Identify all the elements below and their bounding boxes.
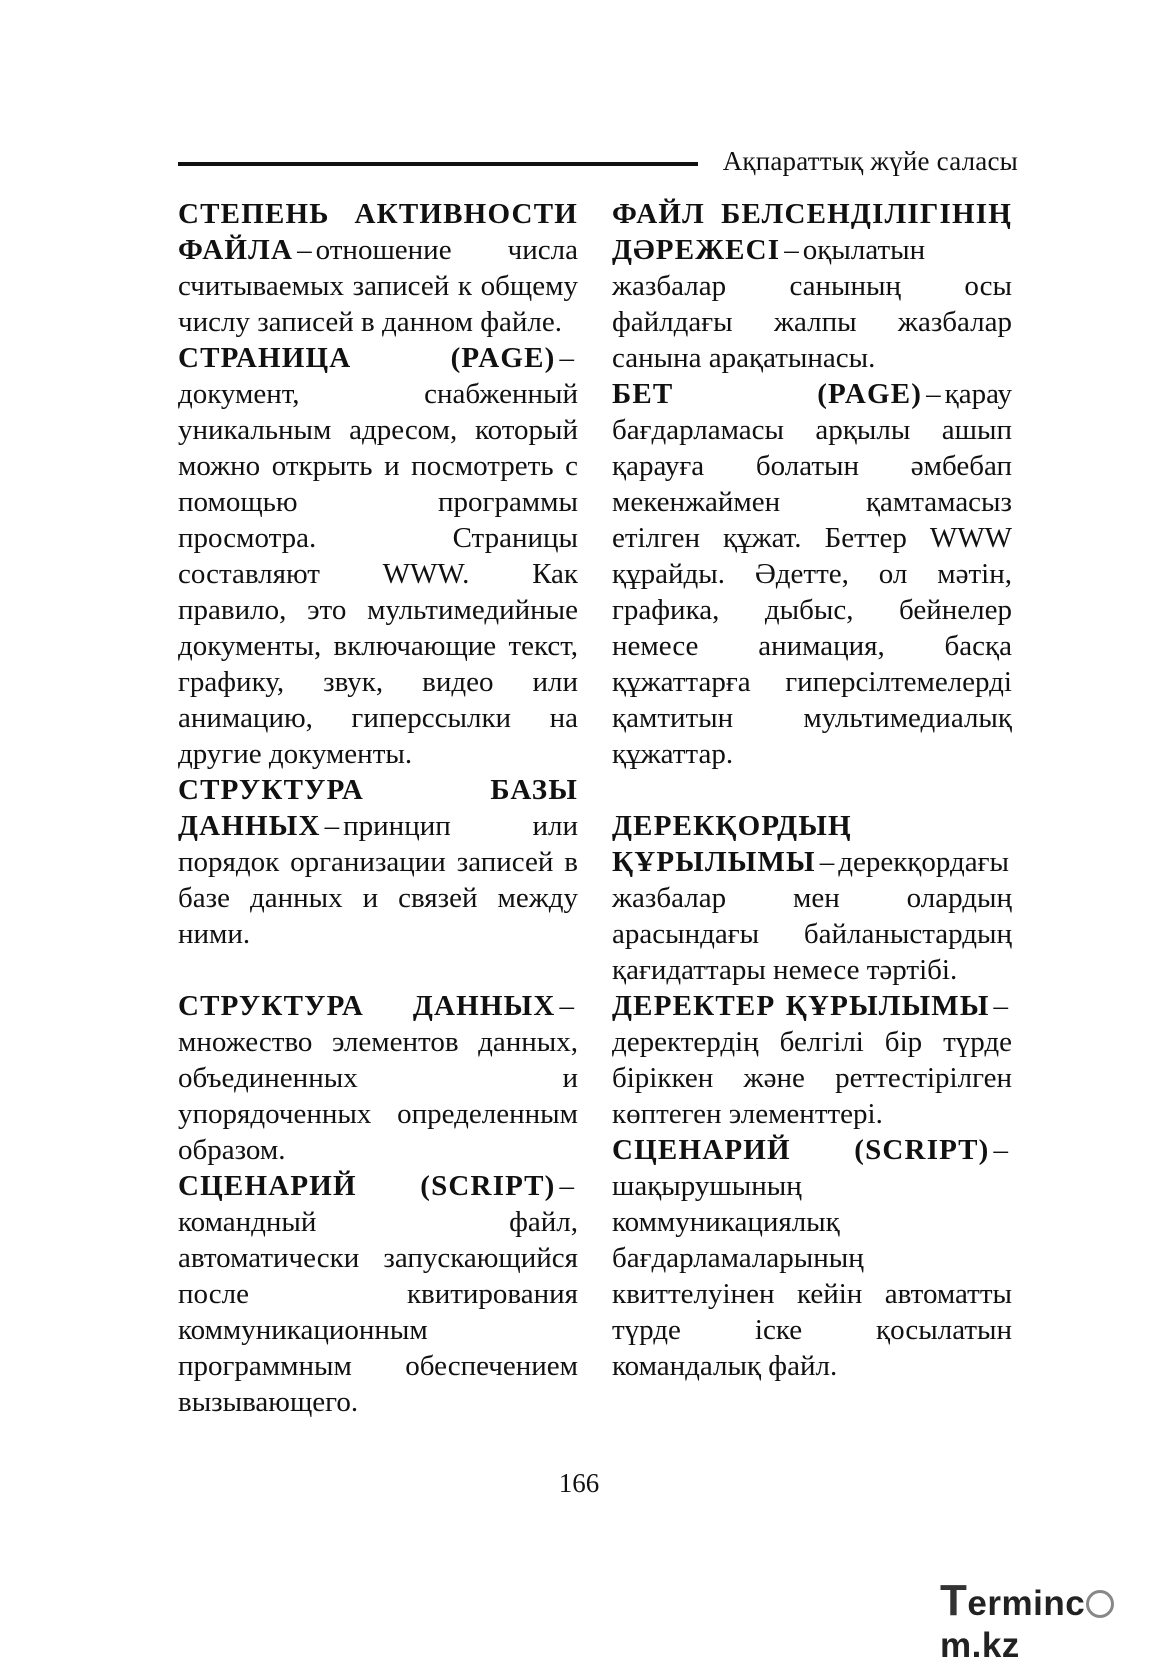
glossary-entry: [178, 988, 578, 1168]
entry-dash: –: [993, 1134, 1008, 1166]
entry-dash: –: [559, 1170, 574, 1202]
entry-term: СТРАНИЦА (PAGE): [178, 342, 556, 374]
glossary-entry: [178, 772, 578, 952]
entry-definition: дерекқордағы жазбалар мен олардың арасындағы байланыстардың қағидаттары немесе тәртібі.: [612, 846, 1012, 986]
entry-term: ДЕРЕКҚОРДЫҢ ҚҰРЫЛЫМЫ: [612, 810, 852, 878]
running-header: [178, 144, 1018, 184]
entry-dash: –: [559, 342, 574, 374]
entry-definition: командный файл, автоматически запускающийся после квитирования коммуникационным программным обеспечением вызывающего.: [178, 1206, 578, 1418]
header-rule: [178, 162, 698, 166]
entry-term: СТРУКТУРА БАЗЫ ДАННЫХ: [178, 774, 578, 842]
entry-term: СЦЕНАРИЙ (SCRIPT): [612, 1134, 990, 1166]
page-number: 166: [558, 1468, 600, 1498]
entry-definition: оқылатын жазбалар санының осы файлдағы жалпы жазбалар санына арақатынасы.: [612, 234, 1012, 374]
entry-term: БЕТ (PAGE): [612, 378, 923, 410]
entry-definition: отношение числа считываемых записей к общему числу записей в данном файле.: [178, 234, 578, 338]
entry-dash: –: [559, 990, 574, 1022]
entry-definition: қарау бағдарламасы арқылы ашып қарауға болатын әмбебап мекенжаймен қамтамасыз етілген құжат. Беттер WWW құрайды. Әдетте, ол мәтін, графика, дыбыс, бейнелер немесе анимация, басқа құжаттарға гиперсілтемелерді қамтитын мультимедиалық құжаттар.: [612, 378, 1012, 770]
entry-definition: шақырушының коммуникациялық бағдарламаларының квиттелуінен кейін автоматты түрде іске қосылатын командалық файл.: [612, 1170, 1012, 1382]
entry-definition: документ, снабженный уникальным адресом, который можно открыть и посмотреть с помощью программы просмотра. Страницы составляют WWW. Как правило, это мультимедийные документы, включающие текст, графику, звук, видео или анимацию, гиперссылки на другие документы.: [178, 378, 578, 770]
entry-definition: множество элементов данных, объединенных и упорядоченных определенным образом.: [178, 1026, 578, 1166]
header-title: Ақпараттық жүйе саласы: [722, 146, 1018, 176]
entry-dash: –: [926, 378, 941, 410]
entry-dash: –: [819, 846, 835, 878]
entry-term: СТЕПЕНЬ АКТИВНОСТИ ФАЙЛА: [178, 198, 578, 266]
glossary-entry: [612, 1132, 1012, 1384]
entry-definition: принцип или порядок организации записей в базе данных и связей между ними.: [178, 810, 578, 950]
entry-dash: –: [784, 234, 799, 266]
glossary-entry: [178, 1168, 578, 1420]
entry-dash: –: [993, 990, 1008, 1022]
glossary-entry: [612, 196, 1012, 376]
entry-term: СЦЕНАРИЙ (SCRIPT): [178, 1170, 556, 1202]
entry-term: ДЕРЕКТЕР ҚҰРЫЛЫМЫ: [612, 990, 990, 1022]
entry-term: ФАЙЛ БЕЛСЕНДІЛІГІНІҢ ДӘРЕЖЕСІ: [612, 198, 1012, 266]
glossary-entry: [178, 340, 578, 772]
glossary-entry: [612, 376, 1012, 772]
watermark-logo: Termincm.kz: [940, 1576, 1158, 1666]
glossary-entry: [178, 196, 578, 340]
globe-icon: [1086, 1590, 1114, 1618]
right-column: [612, 196, 1012, 1384]
left-column: [178, 196, 578, 1420]
entry-definition: деректердің белгілі бір түрде біріккен және реттестірілген көптеген элементтері.: [612, 1026, 1012, 1130]
entry-term: СТРУКТУРА ДАННЫХ: [178, 990, 556, 1022]
glossary-entry: [612, 808, 1012, 988]
entry-dash: –: [297, 234, 312, 266]
glossary-entry: [612, 988, 1012, 1132]
entry-dash: –: [324, 810, 340, 842]
